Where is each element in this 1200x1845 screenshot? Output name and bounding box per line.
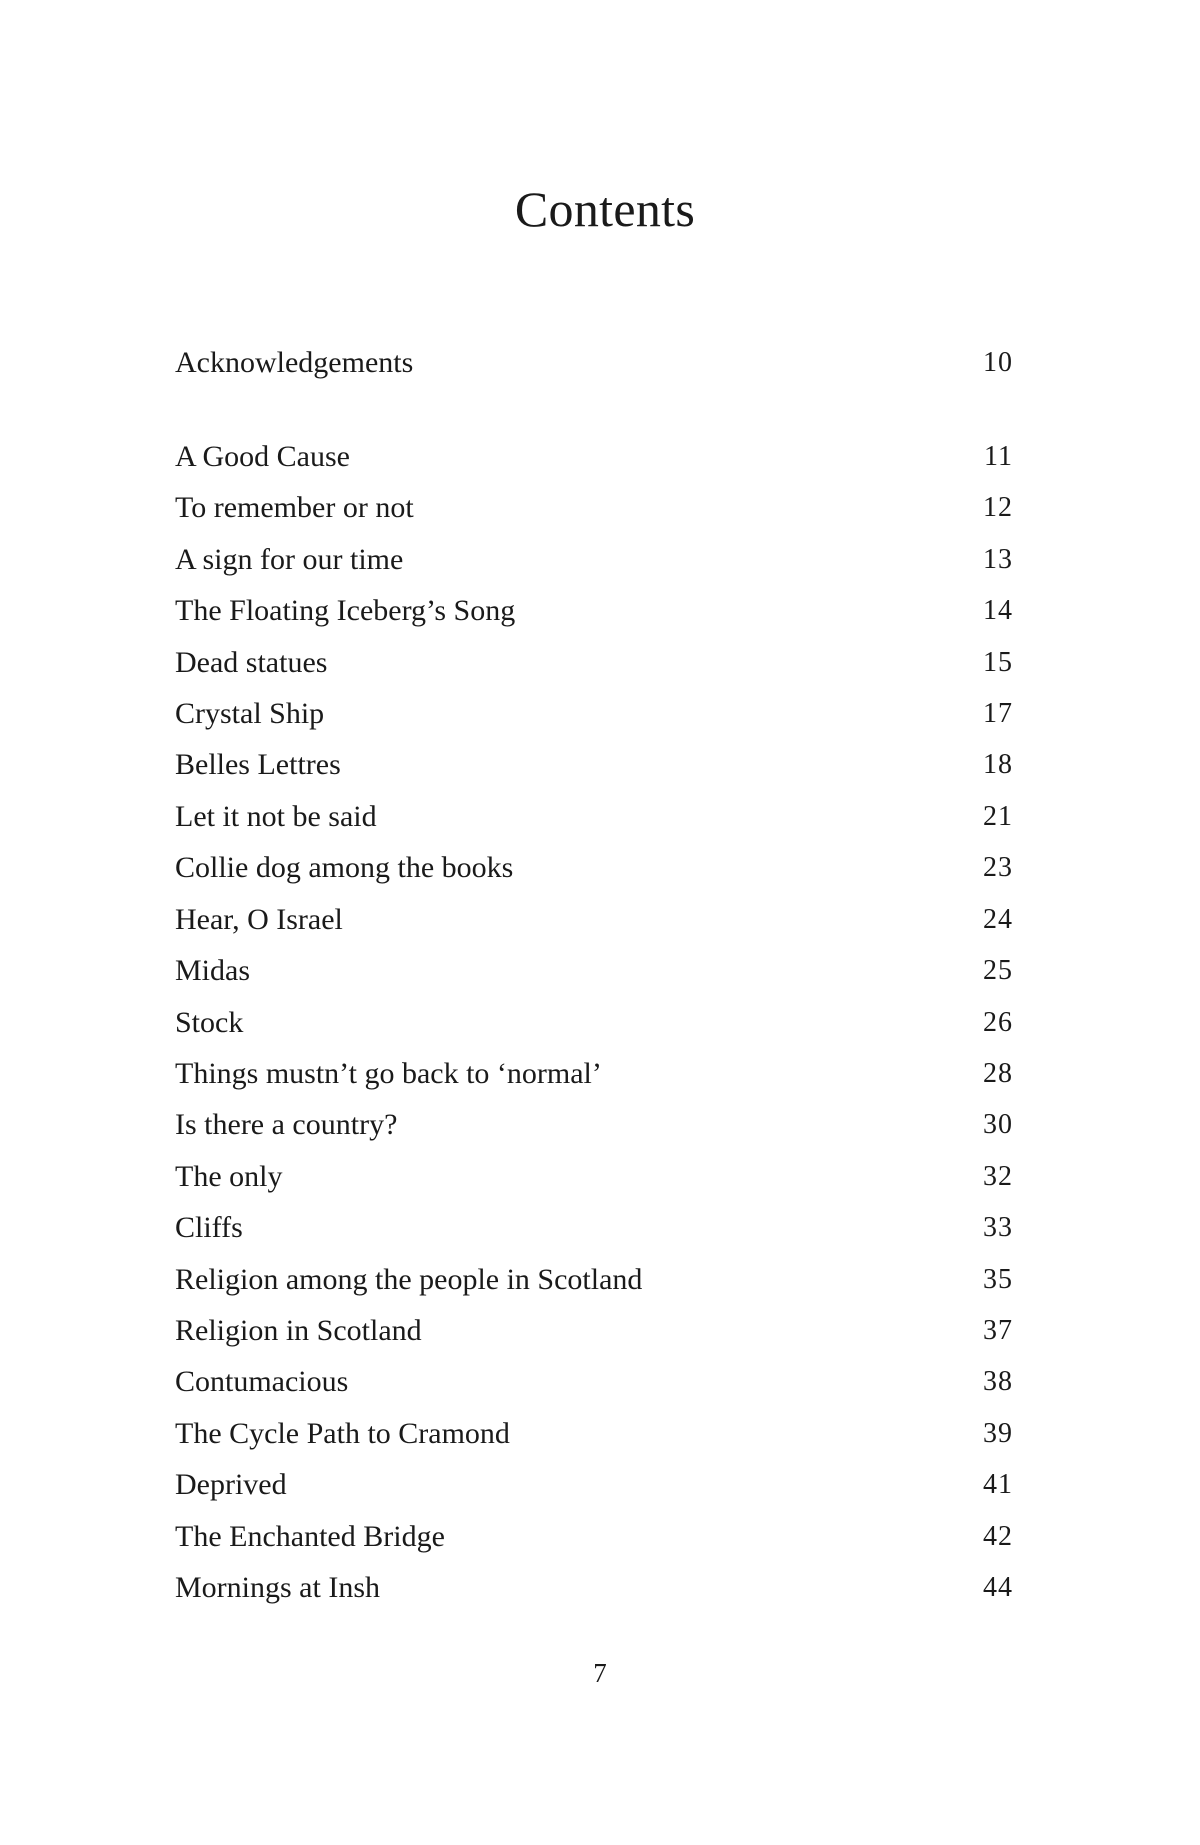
toc-entry-page: 41 [983,1469,1013,1500]
toc-entry-page: 30 [983,1109,1013,1140]
toc-entry [175,1208,1013,1248]
toc-entry-page: 25 [983,955,1013,986]
toc-entry-page: 17 [983,698,1013,729]
toc-entry-page: 33 [983,1212,1013,1243]
toc-entry-page: 11 [984,441,1013,472]
toc-entry-title: Let it not be said [175,800,377,833]
toc-entry [175,488,1013,528]
toc-entry [175,1465,1013,1505]
toc-entry-title: Things mustn’t go back to ‘normal’ [175,1057,602,1090]
toc-entry-title: To remember or not [175,491,414,524]
toc-entry-title: Is there a country? [175,1108,398,1141]
toc-entry-title: A sign for our time [175,543,404,576]
toc-entry-title: The only [175,1160,283,1193]
toc-entry [175,951,1013,991]
toc-entry [175,1568,1013,1608]
toc-entry [175,1311,1013,1351]
toc-entry-page: 23 [983,852,1013,883]
toc-entry [175,797,1013,837]
toc-entry-page: 26 [983,1007,1013,1038]
toc-entry [175,745,1013,785]
toc-entry-title: The Cycle Path to Cramond [175,1417,510,1450]
toc-entry-title: Hear, O Israel [175,903,343,936]
toc-entry-title: A Good Cause [175,440,350,473]
toc-entry [175,1157,1013,1197]
page-number: 7 [593,1658,607,1688]
toc-entry [175,1054,1013,1094]
toc-entry-page: 24 [983,904,1013,935]
toc-entry-page: 39 [983,1418,1013,1449]
toc-entry-title: Stock [175,1006,244,1039]
toc-entry [175,1414,1013,1454]
toc-entry-page: 38 [983,1366,1013,1397]
toc-entry [175,1517,1013,1557]
toc-entry-page: 28 [983,1058,1013,1089]
toc-entry-page: 42 [983,1521,1013,1552]
toc-entry-title: Contumacious [175,1365,349,1398]
toc-entry-title: The Floating Iceberg’s Song [175,594,516,627]
toc-entry [175,540,1013,580]
page-title: Contents [514,181,696,237]
toc-entry-page: 21 [983,801,1013,832]
toc-entry-title: Deprived [175,1468,287,1501]
toc-entry [175,848,1013,888]
toc-entry [175,1362,1013,1402]
toc-entry [175,694,1013,734]
toc-entry-page: 10 [983,347,1013,378]
toc-entry-acknowledgements [175,343,1013,383]
toc-entry [175,591,1013,631]
toc-entry-title: Acknowledgements [175,346,414,379]
toc-entry-page: 37 [983,1315,1013,1346]
toc-entry-title: Collie dog among the books [175,851,514,884]
toc-entry-page: 18 [983,749,1013,780]
toc-entry-title: Cliffs [175,1211,243,1244]
toc-entry-title: Crystal Ship [175,697,325,730]
toc-entry [175,1003,1013,1043]
toc-entry-title: Belles Lettres [175,748,341,781]
toc-entry-title: Religion among the people in Scotland [175,1263,643,1296]
toc-entry-title: The Enchanted Bridge [175,1520,445,1553]
toc-entry-page: 35 [983,1264,1013,1295]
toc-entry-page: 12 [983,492,1013,523]
toc-entry-page: 44 [983,1572,1013,1603]
toc-entry-title: Midas [175,954,250,987]
toc-entry [175,437,1013,477]
toc-entry [175,1105,1013,1145]
toc-entry [175,1260,1013,1300]
toc-entry-page: 14 [983,595,1013,626]
toc-entry-page: 15 [983,647,1013,678]
toc-entry-page: 13 [983,544,1013,575]
toc-entry-title: Dead statues [175,646,328,679]
toc-entry [175,900,1013,940]
toc-entry-page: 32 [983,1161,1013,1192]
toc-entry [175,643,1013,683]
toc-entry-title: Religion in Scotland [175,1314,422,1347]
toc-entry-title: Mornings at Insh [175,1571,380,1604]
